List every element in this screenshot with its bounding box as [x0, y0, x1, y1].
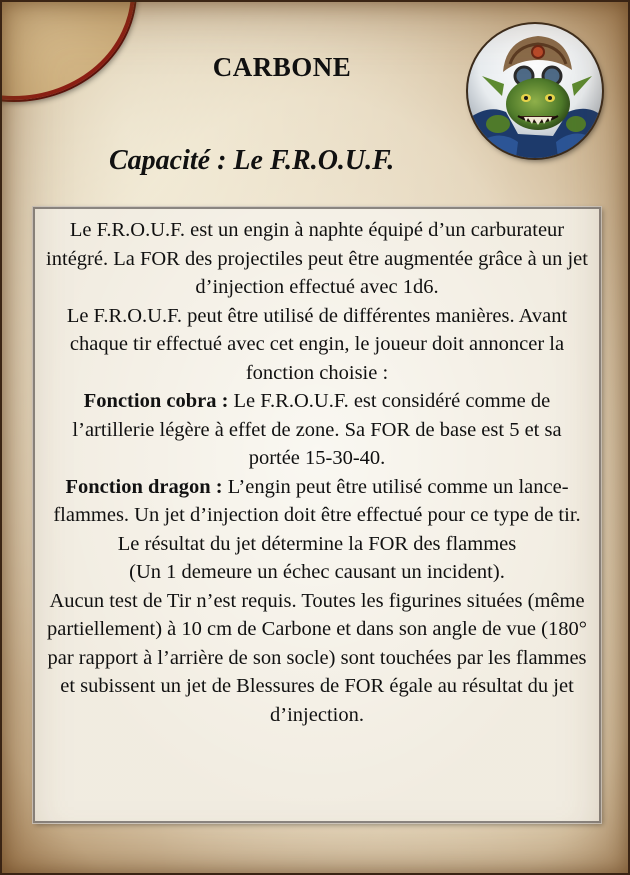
dragon-text: L’engin peut être utilisé comme un lance-flammes. Un jet d’injection doit être effectué pour ce type de tir. Le résultat du jet détermine la FOR des flammes [53, 475, 581, 555]
rules-text-box [33, 207, 601, 823]
cobra-text: Le F.R.O.U.F. est considéré comme de l’artillerie légère à effet de zone. Sa FOR de base est 5 et sa portée 15-30-40. [72, 390, 562, 469]
rules-cobra-function [45, 387, 589, 473]
rules-dragon-function [45, 473, 589, 559]
rules-failure-note: (Un 1 demeure un échec causant un incident). [129, 561, 505, 583]
rules-closing: Aucun test de Tir n’est requis. Toutes les figurines situées (même partiellement) à 10 cm de Carbone et dans son angle de vue (180° par rapport à l’arrière de son socle) sont touchées par les flammes et subissent un jet de Blessures de FOR égale au résultat du jet d’injection. [47, 589, 587, 726]
rules-intro: Le F.R.O.U.F. est un engin à naphte équipé d’un carburateur intégré. La FOR des projectiles peut être augmentée grâce à un jet d’injection effectué avec 1d6. [46, 219, 588, 298]
portrait-art [468, 24, 602, 158]
card-name: CARBONE [212, 52, 352, 82]
goblin-portrait-icon [468, 24, 602, 158]
cobra-label: Fonction cobra : [83, 390, 229, 412]
dragon-label: Fonction dragon : [65, 475, 223, 498]
ability-title: Capacité : Le F.R.O.U.F. [109, 145, 395, 176]
rules-usage: Le F.R.O.U.F. peut être utilisé de différentes manières. Avant chaque tir effectué avec cet engin, le joueur doit annoncer la fonction choisie : [66, 304, 568, 384]
corner-medallion [0, 0, 135, 100]
